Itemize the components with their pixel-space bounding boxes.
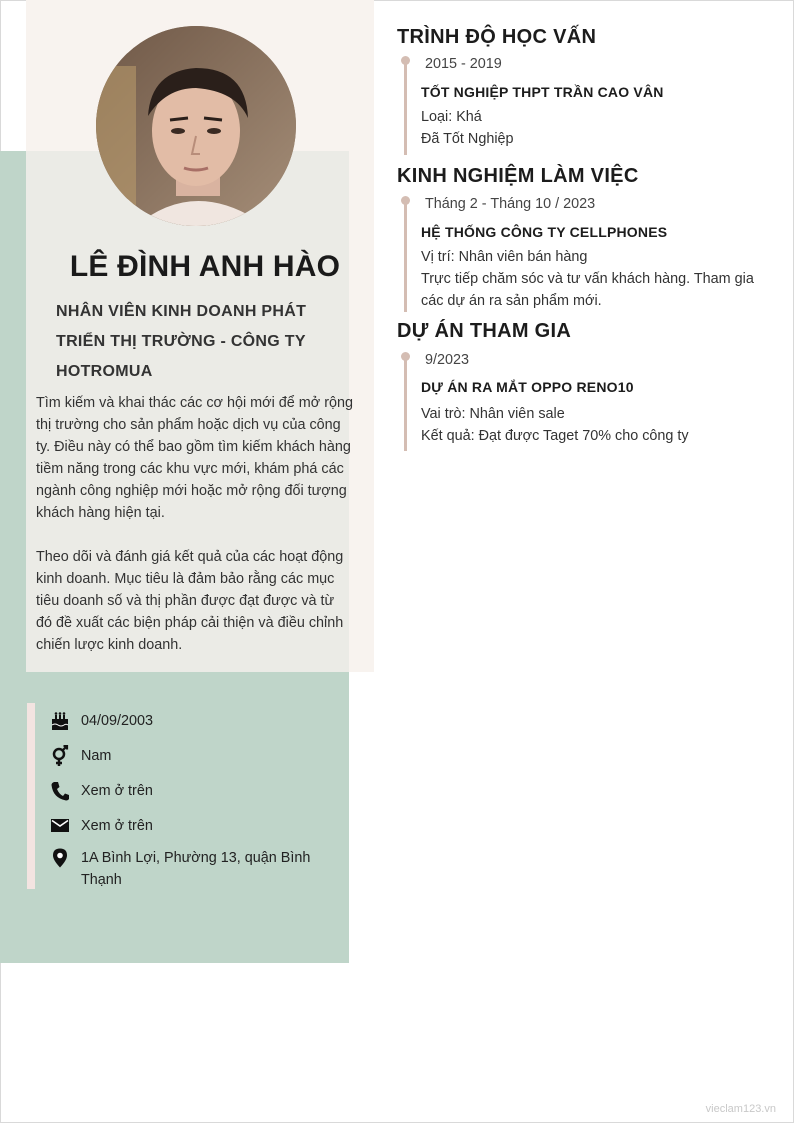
email-value[interactable]: Xem ở trên xyxy=(81,818,153,834)
gender-icon xyxy=(50,745,70,767)
contact-accent-bar xyxy=(27,703,35,889)
birthday-value: 04/09/2003 xyxy=(81,713,154,729)
gender-value: Nam xyxy=(81,748,112,764)
birthday-cake-icon xyxy=(50,710,70,732)
project-period: 9/2023 xyxy=(425,352,470,368)
career-summary xyxy=(36,392,354,678)
education-school: TỐT NGHIỆP THPT TRẦN CAO VÂN xyxy=(421,84,664,100)
candidate-name: LÊ ĐÌNH ANH HÀO xyxy=(69,250,341,283)
location-pin-icon xyxy=(50,847,70,869)
section-title-experience: KINH NGHIỆM LÀM VIỆC xyxy=(397,165,639,187)
summary-paragraph: Tìm kiếm và khai thác các cơ hội mới để mở rộng thị trường cho sản phẩm hoặc dịch vụ của công ty. Điều này có thể bao gồm tìm kiếm khách hàng tiềm năng trong các khu vực mới, khám phá các ngành công nghiệp mới hoặc mở rộng đối tượng khách hàng hiện tại. xyxy=(36,395,354,521)
avatar xyxy=(96,26,296,226)
section-title-education: TRÌNH ĐỘ HỌC VẤN xyxy=(397,26,597,48)
timeline-line xyxy=(404,357,407,451)
education-detail: Loại: Khá xyxy=(421,109,482,125)
summary-paragraph: Theo dõi và đánh giá kết quả của các hoạt động kinh doanh. Mục tiêu là đảm bảo rằng các mục tiêu doanh số và thị phần được đạt được và từ đó đề xuất các biện pháp cải thiện và điều chỉnh chiến lược kinh doanh. xyxy=(36,549,344,653)
section-experience xyxy=(397,164,777,314)
project-name: DỰ ÁN RA MẮT OPPO RENO10 xyxy=(421,379,634,395)
experience-detail: Trực tiếp chăm sóc và tư vấn khách hàng. Tham gia các dự án ra sản phẩm mới. xyxy=(421,271,754,309)
address-value: 1A Bình Lợi, Phường 13, quận Bình Thạnh xyxy=(81,850,311,888)
experience-company: HỆ THỐNG CÔNG TY CELLPHONES xyxy=(421,224,668,240)
section-projects xyxy=(397,319,777,454)
job-title: NHÂN VIÊN KINH DOANH PHÁT TRIỂN THỊ TRƯỜNG - CÔNG TY HOTROMUA xyxy=(56,303,307,380)
section-education xyxy=(397,25,777,160)
footer-brand: vieclam123.vn xyxy=(705,1103,776,1115)
project-detail: Kết quả: Đạt được Taget 70% cho công ty xyxy=(421,428,689,444)
phone-icon xyxy=(50,780,70,802)
email-icon xyxy=(50,815,70,837)
project-detail: Vai trò: Nhân viên sale xyxy=(421,406,565,422)
experience-detail: Vị trí: Nhân viên bán hàng xyxy=(421,249,588,265)
education-period: 2015 - 2019 xyxy=(425,56,502,72)
timeline-line xyxy=(404,61,407,155)
experience-period: Tháng 2 - Tháng 10 / 2023 xyxy=(425,196,596,212)
education-detail: Đã Tốt Nghiệp xyxy=(421,131,514,147)
phone-value[interactable]: Xem ở trên xyxy=(81,783,153,799)
section-title-projects: DỰ ÁN THAM GIA xyxy=(397,320,572,342)
timeline-line xyxy=(404,201,407,312)
